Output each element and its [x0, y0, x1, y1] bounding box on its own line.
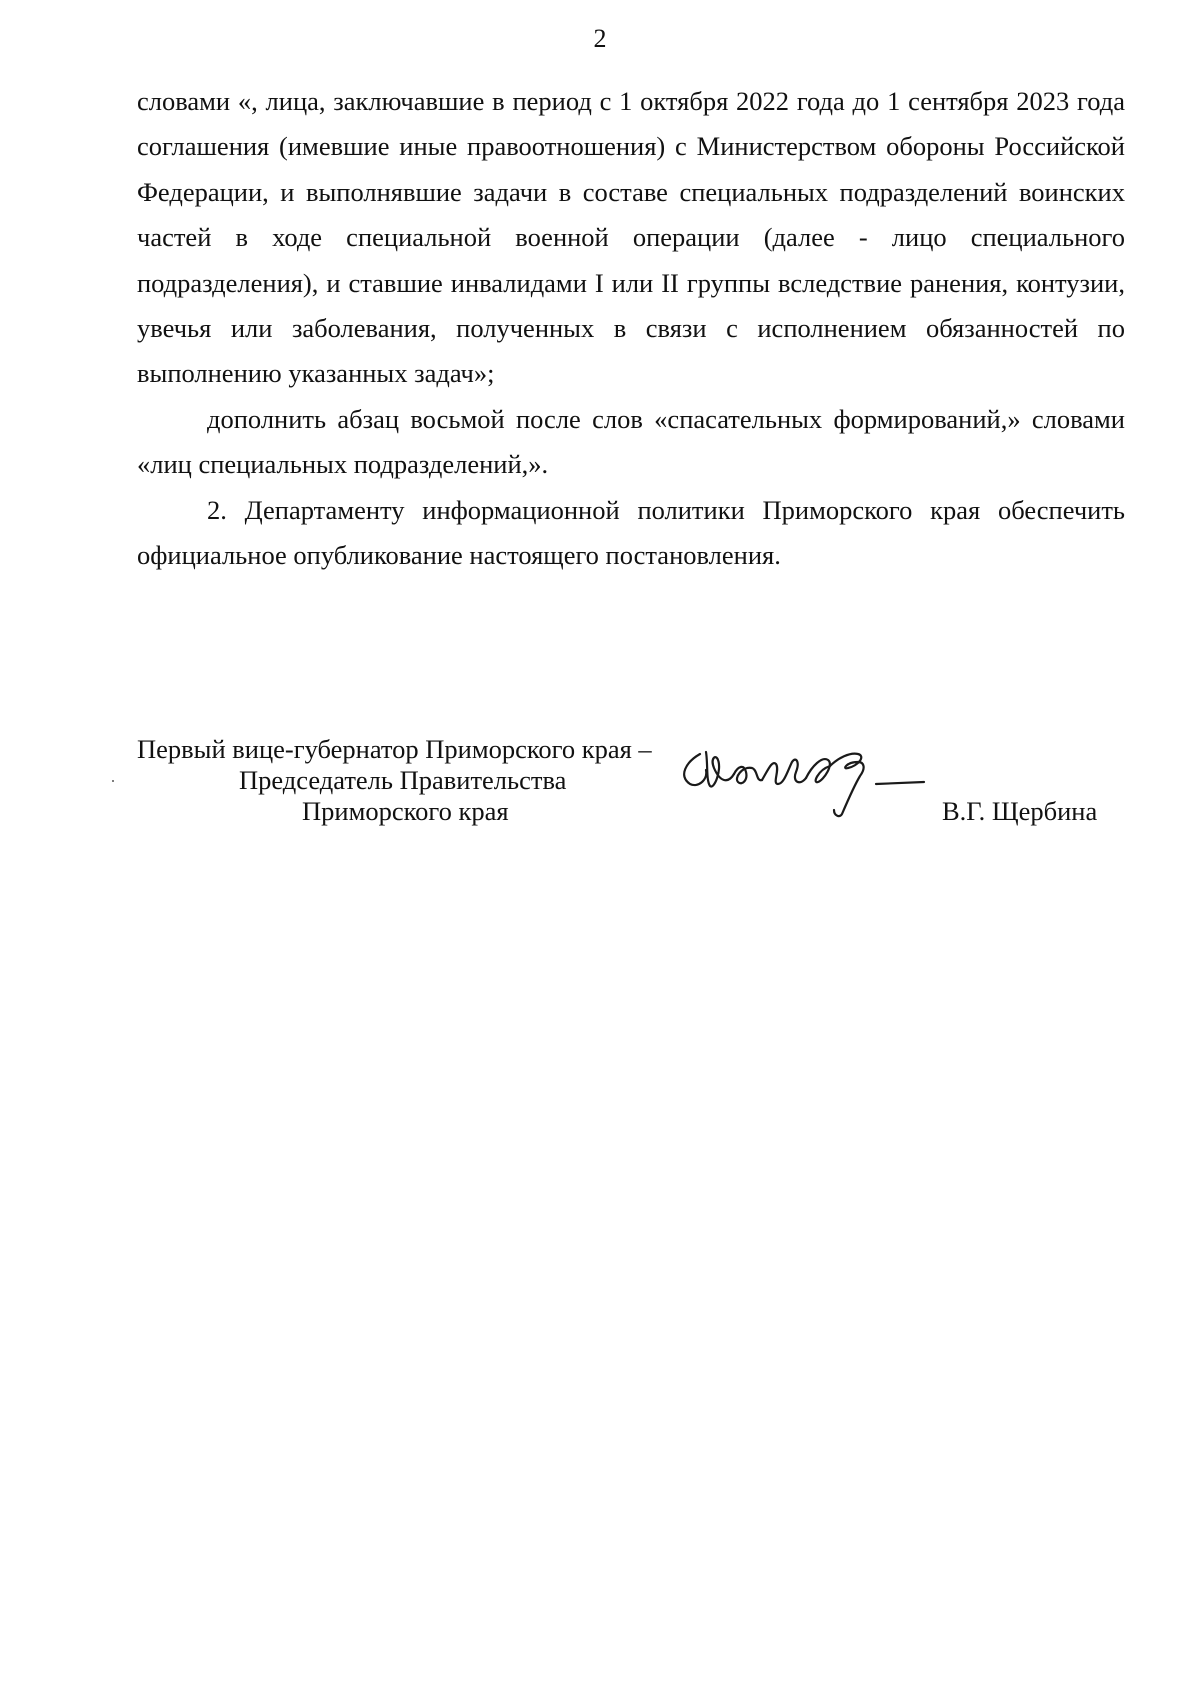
- signatory-name: В.Г. Щербина: [942, 796, 1098, 826]
- body-paragraph: 2. Департаменту информационной политики Приморского края обеспечить официальное опубликование настоящего постановления.: [137, 494, 1125, 571]
- signatory-title-line-2: Председатель Правительства: [239, 765, 567, 795]
- signatory-title-line-3: Приморского края: [302, 796, 509, 826]
- body-paragraph: словами «, лица, заключавшие в период с 1 октября 2022 года до 1 сентября 2023 года соглашения (имевшие иные правоотношения) с Министерством обороны Российской Федерации, и выполнявшие задачи в составе специальных подразделений воинских частей в ходе специальной военной операции (далее - лицо специального подразделения), и ставшие инвалидами I или II группы вследствие ранения, контузии, увечья или заболевания, полученных в связи с исполнением обязанностей по выполнению указанных задач»;: [137, 86, 1125, 389]
- handwritten-signature: [672, 740, 932, 830]
- page-number: 2: [593, 24, 607, 53]
- body-paragraph: дополнить абзац восьмой после слов «спасательных формирований,» словами «лиц специальных подразделений,».: [137, 403, 1125, 480]
- stray-mark: [112, 780, 114, 782]
- signatory-title-line-1: Первый вице-губернатор Приморского края –: [137, 734, 652, 764]
- signature-block: [0, 0, 1200, 840]
